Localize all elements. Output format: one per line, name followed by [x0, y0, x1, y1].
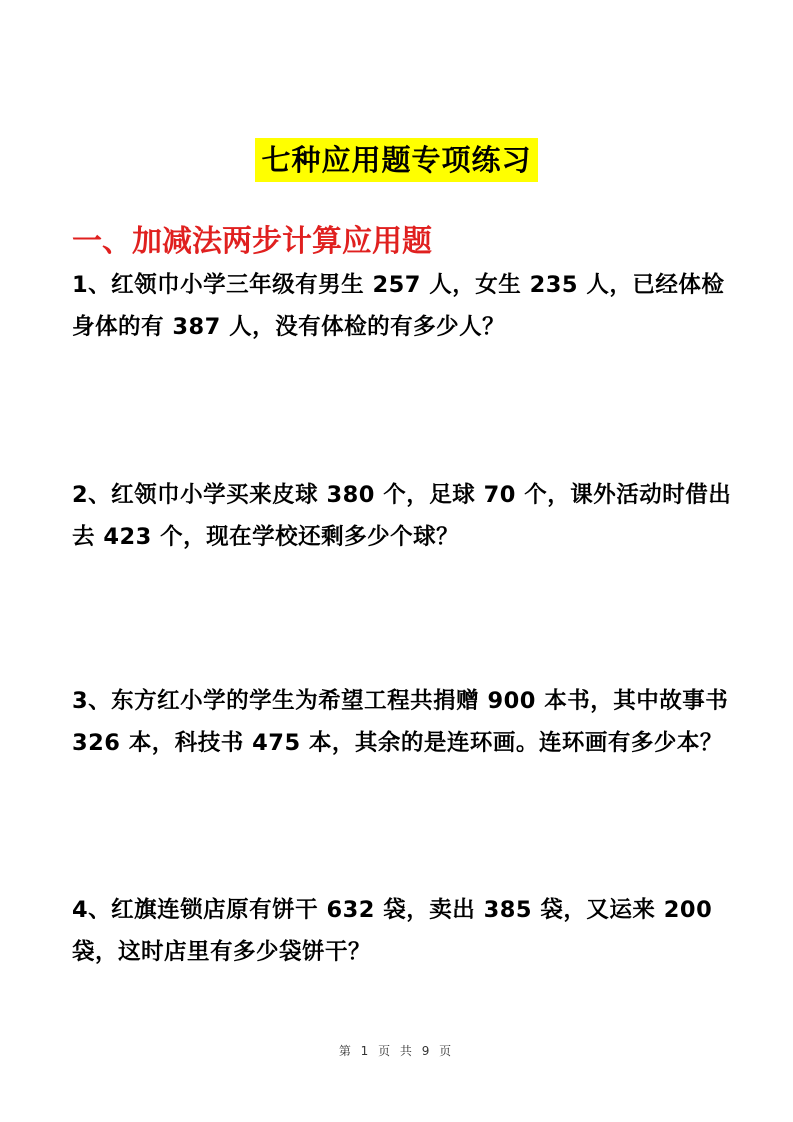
question-text: 东方红小学的学生为希望工程共捐赠 900 本书，其中故事书 326 本，科技书 475 本，其余的是连环画。连环画有多少本？	[72, 688, 729, 756]
page-title: 七种应用题专项练习	[255, 138, 537, 182]
question-text: 红领巾小学买来皮球 380 个，足球 70 个，课外活动时借出去 423 个，现在学校还剩多少个球？	[72, 482, 732, 550]
question-1	[72, 264, 732, 348]
question-3	[72, 680, 732, 764]
page-footer: 第 1 页 共 9 页	[338, 1044, 455, 1058]
question-text: 红领巾小学三年级有男生 257 人，女生 235 人，已经体检身体的有 387 人，没有体检的有多少人？	[72, 272, 725, 340]
question-number: 3、	[72, 688, 112, 714]
question-4	[72, 889, 732, 973]
section-heading: 一、加减法两步计算应用题	[72, 224, 432, 259]
question-number: 1、	[72, 272, 112, 298]
question-number: 4、	[72, 897, 112, 923]
question-2	[72, 474, 732, 558]
title-container	[0, 138, 793, 182]
question-number: 2、	[72, 482, 112, 508]
question-text: 红旗连锁店原有饼干 632 袋，卖出 385 袋，又运来 200 袋，这时店里有多少袋饼干？	[72, 897, 713, 965]
